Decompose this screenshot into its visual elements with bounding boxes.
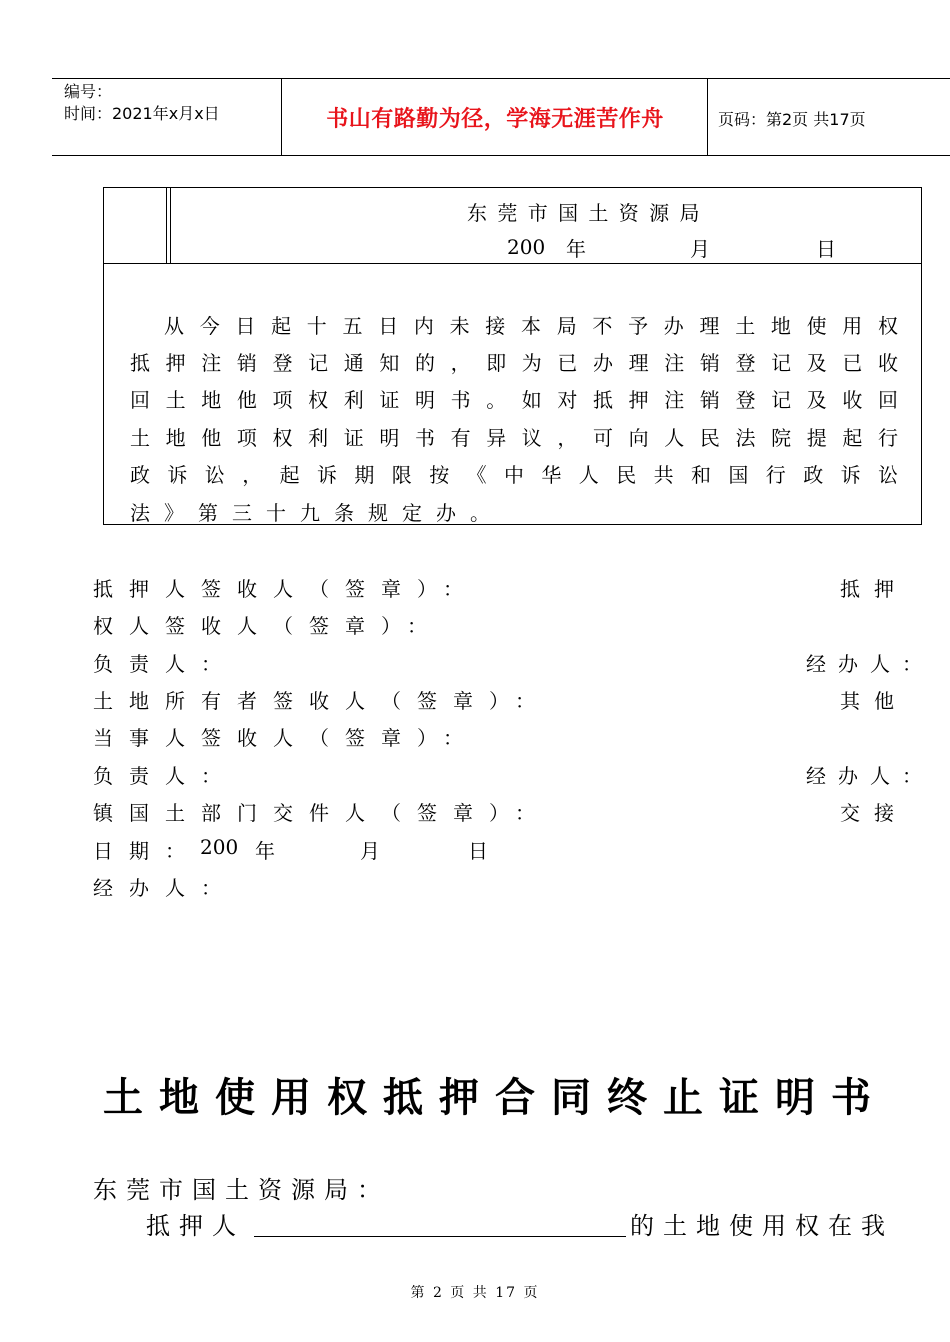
date-year: 200: [200, 835, 239, 859]
header-bottom-rule: [52, 155, 950, 156]
mortgagor-blank-line: [254, 1236, 626, 1237]
land-owner-signer: 土地所有者签收人（签章）：: [93, 689, 551, 713]
certificate-line-suffix: 的土地使用权在我: [630, 1212, 894, 1240]
date-month-char: 月: [360, 839, 380, 863]
notice-paragraph-line: 回土地他项权利证明书。如对抵押注销登记及收回: [130, 388, 898, 412]
date-day-char: 日: [468, 839, 488, 863]
mortgagee-signer: 权人签收人（签章）：: [93, 614, 443, 638]
page-footer: 第 2 页 共 17 页: [410, 1285, 540, 1301]
notice-table-row-divider: [103, 263, 922, 264]
header-motto: 书山有路勤为径，学海无涯苦作舟: [326, 107, 664, 132]
date-year-char: 年: [255, 839, 275, 863]
mortgagor-signer: 抵押人签收人（签章）：: [93, 577, 479, 601]
notice-paragraph-line: 抵押注销登记通知的，即为已办理注销登记及已收: [130, 351, 898, 375]
document-time-label: 时间：2021年x月x日: [64, 104, 220, 123]
date-label: 日期：: [93, 839, 201, 863]
notice-table-col-divider: [166, 187, 167, 264]
document-number-label: 编号：: [64, 82, 113, 101]
issue-date-year-char: 年: [566, 237, 586, 261]
other-party-signer: 当事人签收人（签章）：: [93, 726, 479, 750]
notice-paragraph-line: 政诉讼，起诉期限按《中华人民共和国行政诉讼: [130, 463, 898, 487]
handler-3: 经办人：: [93, 876, 237, 900]
town-department-sender: 镇国土部门交件人（签章）：: [93, 801, 551, 825]
notice-paragraph-line: 从今日起十五日内未接本局不予办理土地使用权: [164, 314, 898, 338]
notice-table-col-divider-inner: [170, 187, 171, 264]
mortgagee-label-start: 抵押: [840, 577, 908, 601]
issue-date-month-char: 月: [690, 237, 710, 261]
issue-date-day-char: 日: [816, 237, 836, 261]
notice-paragraph-line: 土地他项权利证明书有异议，可向人民法院提起行: [130, 426, 898, 450]
other-party-label-start: 其他: [840, 689, 908, 713]
header-page-info: 页码：第2页 共17页: [718, 110, 866, 129]
header-top-rule: [52, 78, 950, 79]
certificate-line-prefix: 抵押人: [146, 1212, 245, 1240]
issuer-name: 东 莞 市 国 土 资 源 局: [467, 201, 702, 225]
issue-date-year: 200: [507, 235, 546, 259]
responsible-person-2: 负责人：: [93, 764, 237, 788]
handler-2: 经办人：: [806, 764, 934, 788]
certificate-addressee: 东莞市国土资源局：: [93, 1176, 390, 1204]
handover-label-start: 交接: [840, 801, 908, 825]
notice-paragraph-line: 法》第三十九条规定办。: [130, 501, 504, 525]
handler-1: 经办人：: [806, 652, 934, 676]
responsible-person-1: 负责人：: [93, 652, 237, 676]
certificate-title: 土地使用权抵押合同终止证明书: [103, 1075, 887, 1121]
